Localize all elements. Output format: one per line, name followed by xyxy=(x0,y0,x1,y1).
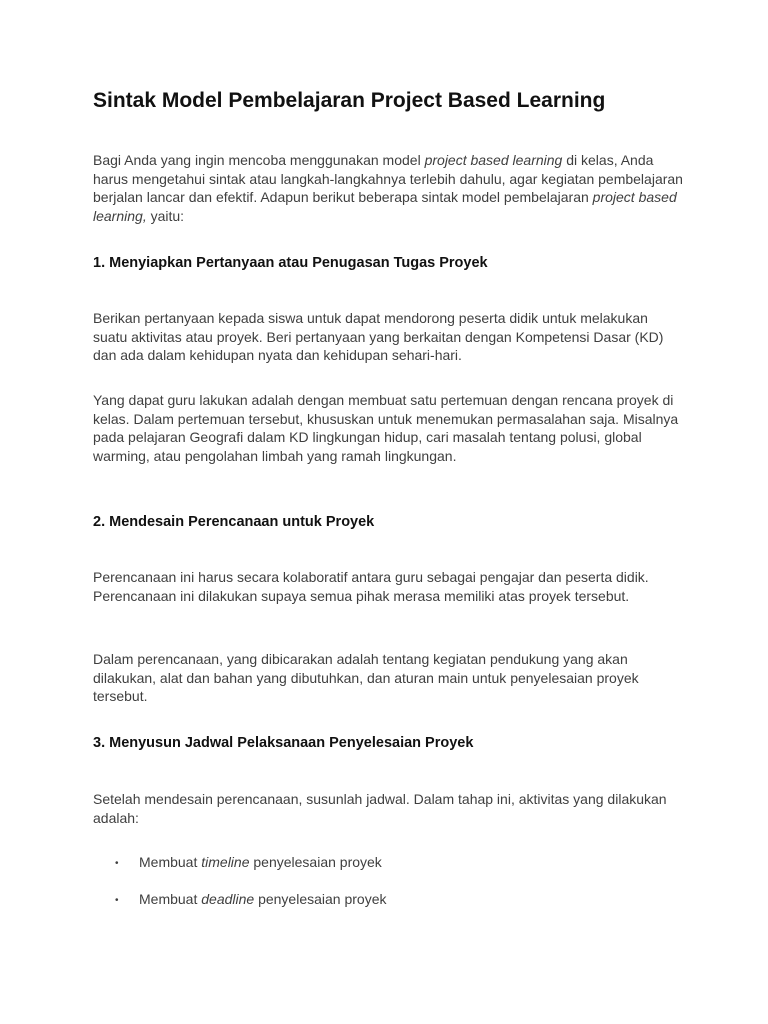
list-item-text: Membuat xyxy=(139,891,202,907)
intro-text: di kelas, Anda harus mengetahui sintak atau langkah-langkahnya terlebih dahulu, agar kegiatan pembelajaran berjalan lancar dan efektif. Adapun berikut beberapa sintak model pembelajaran xyxy=(93,152,683,205)
intro-term: project based learning xyxy=(424,152,563,168)
section-2-paragraph-1: Perencanaan ini harus secara kolaboratif antara guru sebagai pengajar dan peserta didik. Perencanaan ini dilakukan supaya semua pihak merasa memiliki atas proyek tersebut. xyxy=(93,569,649,604)
list-item-term: deadline xyxy=(201,891,255,907)
section-heading-2: 2. Mendesain Perencanaan untuk Proyek xyxy=(93,514,375,530)
section-heading-3: 3. Menyusun Jadwal Pelaksanaan Penyelesaian Proyek xyxy=(93,735,474,751)
section-heading-1: 1. Menyiapkan Pertanyaan atau Penugasan Tugas Proyek xyxy=(93,255,488,271)
bullet-icon: • xyxy=(115,858,119,869)
section-1-paragraph-2: Yang dapat guru lakukan adalah dengan membuat satu pertemuan dengan rencana proyek di kelas. Dalam pertemuan tersebut, khususkan untuk menemukan permasalahan saja. Misalnya pada pelajaran Geografi dalam KD lingkungan hidup, cari masalah tentang polusi, global warming, atau pengolahan limbah yang ramah lingkungan. xyxy=(93,392,679,464)
section-1-paragraph-1: Berikan pertanyaan kepada siswa untuk dapat mendorong peserta didik untuk melakukan suatu aktivitas atau proyek. Beri pertanyaan yang berkaitan dengan Kompetensi Dasar (KD) dan ada dalam kehidupan nyata dan kehidupan sehari-hari. xyxy=(93,310,664,363)
list-item-text: penyelesaian proyek xyxy=(249,854,382,870)
intro-term: project based learning, xyxy=(93,189,677,224)
section-3-paragraph-1: Setelah mendesain perencanaan, susunlah jadwal. Dalam tahap ini, aktivitas yang dilakukan adalah: xyxy=(93,791,667,826)
bullet-icon: • xyxy=(115,895,119,906)
section-2-paragraph-2: Dalam perencanaan, yang dibicarakan adalah tentang kegiatan pendukung yang akan dilakukan, alat dan bahan yang dibutuhkan, dan aturan main untuk penyelesaian proyek tersebut. xyxy=(93,651,639,704)
list-item-term: timeline xyxy=(201,854,250,870)
page-title: Sintak Model Pembelajaran Project Based Learning xyxy=(93,89,606,112)
intro-text: yaitu: xyxy=(146,207,185,224)
intro-text: Bagi Anda yang ingin mencoba menggunakan model xyxy=(93,152,425,168)
list-item xyxy=(115,891,387,907)
intro-paragraph xyxy=(93,151,683,225)
list-item xyxy=(115,854,382,870)
list-item-text: Membuat xyxy=(139,854,202,870)
list-item-text: penyelesaian proyek xyxy=(254,891,387,907)
